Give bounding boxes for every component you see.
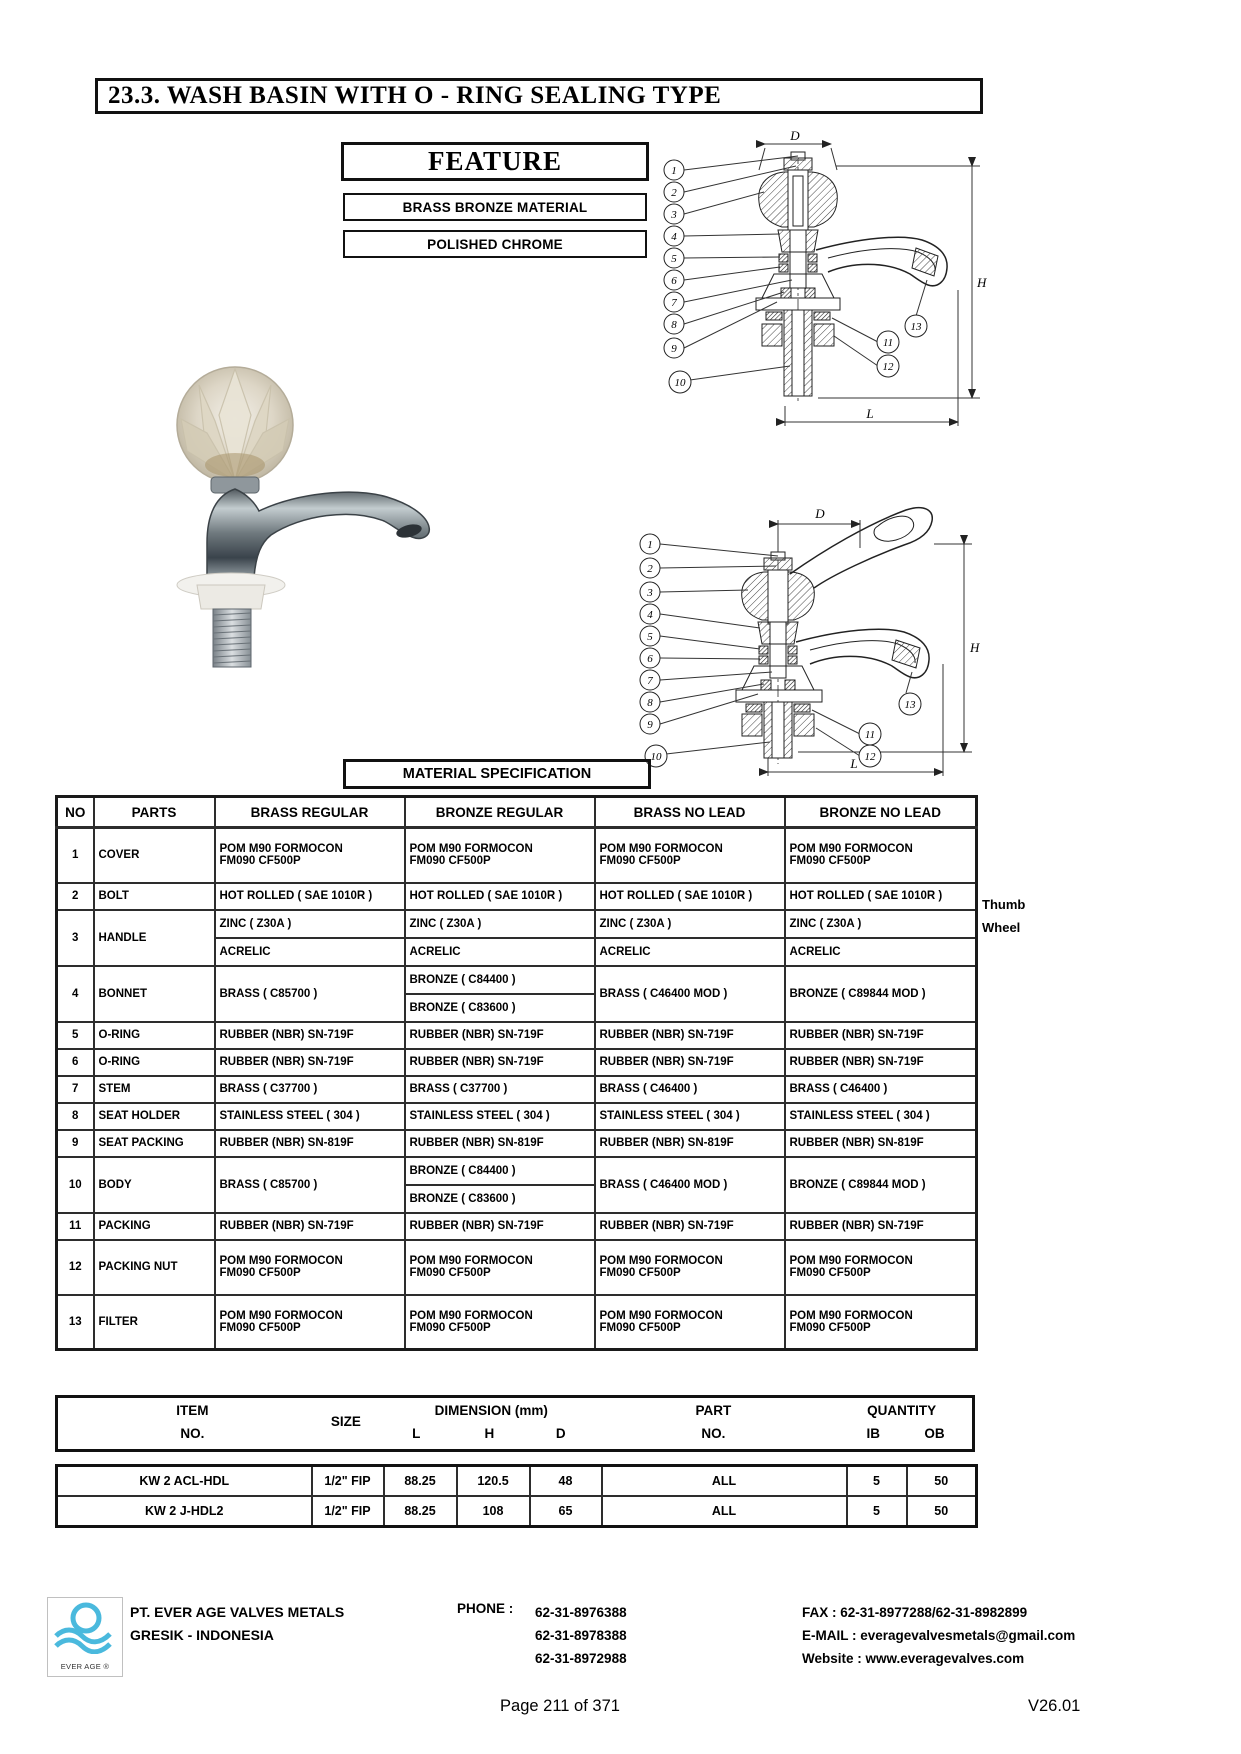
spec-cell-material: RUBBER (NBR) SN-719F <box>785 1022 977 1049</box>
spec-cell-material: POM M90 FORMOCON FM090 CF500P <box>405 1295 595 1350</box>
spec-cell-material: BRONZE ( C84400 ) BRONZE ( C83600 ) <box>405 1157 595 1213</box>
spec-cell-material: STAINLESS STEEL ( 304 ) <box>405 1103 595 1130</box>
callout-8: 8 <box>671 319 677 331</box>
dimension-row <box>57 1496 977 1527</box>
spec-cell-part: PACKING <box>94 1213 215 1240</box>
spec-cell-part: BOLT <box>94 883 215 910</box>
dimension-table-header <box>55 1395 975 1452</box>
page-title: 23.3. WASH BASIN WITH O - RING SEALING TYPE <box>95 78 983 114</box>
spec-cell-part: PACKING NUT <box>94 1240 215 1295</box>
spec-cell-material: STAINLESS STEEL ( 304 ) <box>785 1103 977 1130</box>
spec-cell-material: BRONZE ( C89844 MOD ) <box>785 1157 977 1213</box>
d-label: D <box>555 1426 566 1441</box>
spec-cell-material: BRASS ( C37700 ) <box>215 1076 405 1103</box>
spec-cell-material: RUBBER (NBR) SN-719F <box>595 1022 785 1049</box>
dimension-cell: 50 <box>907 1496 977 1527</box>
spec-cell-material: POM M90 FORMOCON FM090 CF500P <box>785 828 977 883</box>
phone-list <box>535 1601 627 1670</box>
spec-cell-part: HANDLE <box>94 910 215 966</box>
spec-row <box>57 828 977 883</box>
spec-cell-material: RUBBER (NBR) SN-719F <box>215 1022 405 1049</box>
part-no-label: NO. <box>701 1426 726 1441</box>
ib-label: IB <box>866 1426 881 1441</box>
spec-cell-no: 9 <box>57 1130 94 1157</box>
callout-13: 13 <box>910 321 922 333</box>
callout-8: 8 <box>647 697 653 709</box>
callout-2: 2 <box>671 187 677 199</box>
spec-cell-material: POM M90 FORMOCON FM090 CF500P <box>405 828 595 883</box>
spec-cell-part: BODY <box>94 1157 215 1213</box>
dimension-cell: ALL <box>602 1466 847 1497</box>
dimension-label: DIMENSION (mm) <box>434 1403 548 1418</box>
dimension-cell: 108 <box>457 1496 530 1527</box>
spec-cell-material: HOT ROLLED ( SAE 1010R ) <box>215 883 405 910</box>
phone-label: PHONE : <box>457 1601 514 1616</box>
company-logo <box>47 1597 123 1677</box>
spec-cell-material: STAINLESS STEEL ( 304 ) <box>215 1103 405 1130</box>
callout-3: 3 <box>671 209 677 221</box>
side-note-line2: Wheel <box>982 920 1021 935</box>
col-brass-no-lead: BRASS NO LEAD <box>595 797 785 828</box>
spec-cell-material: ZINC ( Z30A ) ACRELIC <box>785 910 977 966</box>
l-label: L <box>412 1426 421 1441</box>
col-brass-regular: BRASS REGULAR <box>215 797 405 828</box>
callout-4: 4 <box>671 231 677 243</box>
spec-cell-part: SEAT HOLDER <box>94 1103 215 1130</box>
size-label: SIZE <box>330 1414 361 1429</box>
spec-row <box>57 1240 977 1295</box>
col-bronze-no-lead: BRONZE NO LEAD <box>785 797 977 828</box>
spec-cell-no: 10 <box>57 1157 94 1213</box>
callout-3: 3 <box>647 587 653 599</box>
side-note-line1: Thumb <box>982 897 1026 912</box>
spec-cell-material: RUBBER (NBR) SN-719F <box>785 1049 977 1076</box>
spec-cell-material: STAINLESS STEEL ( 304 ) <box>595 1103 785 1130</box>
spec-cell-material: RUBBER (NBR) SN-719F <box>595 1049 785 1076</box>
spec-cell-material: BRASS ( C46400 ) <box>785 1076 977 1103</box>
spec-cell-no: 5 <box>57 1022 94 1049</box>
spec-cell-material: POM M90 FORMOCON FM090 CF500P <box>215 1295 405 1350</box>
callout-10: 10 <box>674 377 686 389</box>
dimension-cell: ALL <box>602 1496 847 1527</box>
callout-1: 1 <box>671 165 677 177</box>
spec-cell-material: ZINC ( Z30A ) ACRELIC <box>405 910 595 966</box>
ever-age-logo-icon <box>48 1598 120 1654</box>
spec-cell-material: HOT ROLLED ( SAE 1010R ) <box>785 883 977 910</box>
spec-row <box>57 883 977 910</box>
feature-heading: FEATURE <box>341 142 649 181</box>
ob-label: OB <box>924 1426 945 1441</box>
spec-cell-material: POM M90 FORMOCON FM090 CF500P <box>215 828 405 883</box>
spec-cell-part: SEAT PACKING <box>94 1130 215 1157</box>
spec-cell-material: HOT ROLLED ( SAE 1010R ) <box>595 883 785 910</box>
spec-cell-material: POM M90 FORMOCON FM090 CF500P <box>215 1240 405 1295</box>
callout-6: 6 <box>671 275 677 287</box>
spec-cell-material: RUBBER (NBR) SN-719F <box>405 1213 595 1240</box>
callout-7: 7 <box>671 297 677 309</box>
dim-label-d: D <box>790 130 800 143</box>
phone-2: 62-31-8978388 <box>535 1628 627 1643</box>
spec-row <box>57 1157 977 1213</box>
company-city: GRESIK - INDONESIA <box>130 1627 274 1643</box>
spec-cell-material: RUBBER (NBR) SN-719F <box>405 1049 595 1076</box>
phone-1: 62-31-8976388 <box>535 1605 627 1620</box>
dimension-cell: 88.25 <box>384 1496 457 1527</box>
spec-cell-no: 1 <box>57 828 94 883</box>
spec-cell-no: 7 <box>57 1076 94 1103</box>
spec-cell-material: POM M90 FORMOCON FM090 CF500P <box>595 1240 785 1295</box>
callout-5: 5 <box>647 631 653 643</box>
spec-cell-no: 6 <box>57 1049 94 1076</box>
logo-text: EVER AGE ® <box>60 1662 110 1671</box>
diagram-thumb-wheel <box>650 130 990 440</box>
callout-9: 9 <box>671 343 677 355</box>
callout-12: 12 <box>882 361 894 373</box>
callout-13: 13 <box>904 699 916 711</box>
spec-cell-material: RUBBER (NBR) SN-719F <box>785 1213 977 1240</box>
spec-row <box>57 1022 977 1049</box>
col-bronze-regular: BRONZE REGULAR <box>405 797 595 828</box>
spec-cell-material: RUBBER (NBR) SN-819F <box>595 1130 785 1157</box>
dimension-cell: 1/2" FIP <box>312 1496 384 1527</box>
spec-row <box>57 1076 977 1103</box>
spec-cell-no: 4 <box>57 966 94 1022</box>
callout-1: 1 <box>647 539 653 551</box>
spec-cell-no: 12 <box>57 1240 94 1295</box>
dimension-cell: KW 2 J-HDL2 <box>57 1496 312 1527</box>
spec-cell-part: COVER <box>94 828 215 883</box>
callout-11: 11 <box>864 729 876 741</box>
callout-4: 4 <box>647 609 653 621</box>
callout-10: 10 <box>650 751 662 763</box>
dimension-cell: 1/2" FIP <box>312 1466 384 1497</box>
email-line: E-MAIL : everagevalvesmetals@gmail.com <box>802 1628 1076 1643</box>
spec-cell-no: 2 <box>57 883 94 910</box>
dim-label-l: L <box>850 756 858 771</box>
dim-label-h: H <box>970 640 980 655</box>
item-no-label: NO. <box>180 1426 205 1441</box>
spec-cell-material: RUBBER (NBR) SN-819F <box>405 1130 595 1157</box>
callout-6: 6 <box>647 653 653 665</box>
material-spec-table <box>55 795 978 1351</box>
fax-line: FAX : 62-31-8977288/62-31-8982899 <box>802 1605 1028 1620</box>
diagram-lever-handle <box>628 452 993 782</box>
spec-cell-material: ZINC ( Z30A ) ACRELIC <box>215 910 405 966</box>
dim-label-l: L <box>866 406 874 421</box>
spec-cell-material: BRASS ( C46400 MOD ) <box>595 1157 785 1213</box>
spec-cell-material: BRASS ( C85700 ) <box>215 1157 405 1213</box>
feature-material: BRASS BRONZE MATERIAL <box>343 193 647 221</box>
callout-2: 2 <box>647 563 653 575</box>
callout-9: 9 <box>647 719 653 731</box>
spec-cell-material: RUBBER (NBR) SN-719F <box>215 1049 405 1076</box>
spec-cell-material: RUBBER (NBR) SN-719F <box>405 1022 595 1049</box>
part-label: PART <box>695 1403 732 1418</box>
col-no: NO <box>57 797 94 828</box>
dimension-cell: KW 2 ACL-HDL <box>57 1466 312 1497</box>
spec-row <box>57 1130 977 1157</box>
dim-label-h: H <box>977 275 987 290</box>
spec-cell-material: BRONZE ( C89844 MOD ) <box>785 966 977 1022</box>
dimension-row <box>57 1466 977 1497</box>
website-line: Website : www.everagevalves.com <box>802 1651 1025 1666</box>
spec-cell-material: BRASS ( C46400 MOD ) <box>595 966 785 1022</box>
company-name: PT. EVER AGE VALVES METALS <box>130 1604 345 1620</box>
contact-block <box>802 1601 1075 1670</box>
faucet-photo <box>135 345 475 675</box>
spec-row <box>57 1049 977 1076</box>
spec-cell-no: 13 <box>57 1295 94 1350</box>
item-label: ITEM <box>176 1403 209 1418</box>
spec-cell-material: RUBBER (NBR) SN-719F <box>215 1213 405 1240</box>
spec-cell-material: BRASS ( C37700 ) <box>405 1076 595 1103</box>
spec-cell-material: BRONZE ( C84400 ) BRONZE ( C83600 ) <box>405 966 595 1022</box>
spec-row <box>57 1295 977 1350</box>
dimension-cell: 50 <box>907 1466 977 1497</box>
spec-cell-material: POM M90 FORMOCON FM090 CF500P <box>785 1295 977 1350</box>
dimension-cell: 5 <box>847 1466 907 1497</box>
spec-cell-material: POM M90 FORMOCON FM090 CF500P <box>595 828 785 883</box>
spec-cell-material: POM M90 FORMOCON FM090 CF500P <box>785 1240 977 1295</box>
spec-cell-material: RUBBER (NBR) SN-819F <box>785 1130 977 1157</box>
dimension-cell: 120.5 <box>457 1466 530 1497</box>
spec-cell-material: RUBBER (NBR) SN-719F <box>595 1213 785 1240</box>
spec-cell-material: HOT ROLLED ( SAE 1010R ) <box>405 883 595 910</box>
callout-11: 11 <box>882 337 894 349</box>
spec-cell-material: POM M90 FORMOCON FM090 CF500P <box>405 1240 595 1295</box>
spec-cell-part: STEM <box>94 1076 215 1103</box>
spec-row <box>57 910 977 966</box>
quantity-label: QUANTITY <box>867 1403 937 1418</box>
h-label: H <box>484 1426 495 1441</box>
spec-row <box>57 1103 977 1130</box>
dimension-cell: 5 <box>847 1496 907 1527</box>
spec-cell-no: 11 <box>57 1213 94 1240</box>
dimension-cell: 88.25 <box>384 1466 457 1497</box>
spec-row <box>57 1213 977 1240</box>
spec-cell-material: BRASS ( C46400 ) <box>595 1076 785 1103</box>
feature-finish: POLISHED CHROME <box>343 230 647 258</box>
spec-cell-part: FILTER <box>94 1295 215 1350</box>
spec-cell-material: ZINC ( Z30A ) ACRELIC <box>595 910 785 966</box>
dimension-cell: 48 <box>530 1466 602 1497</box>
faucet-body <box>207 489 429 577</box>
version-label: V26.01 <box>1028 1697 1081 1715</box>
spec-cell-material: POM M90 FORMOCON FM090 CF500P <box>595 1295 785 1350</box>
callout-5: 5 <box>671 253 677 265</box>
callout-7: 7 <box>647 675 653 687</box>
spec-cell-material: BRASS ( C85700 ) <box>215 966 405 1022</box>
spec-cell-part: O-RING <box>94 1022 215 1049</box>
spec-row <box>57 966 977 1022</box>
col-parts: PARTS <box>94 797 215 828</box>
spec-cell-part: O-RING <box>94 1049 215 1076</box>
spec-header-row <box>57 797 977 828</box>
dimension-data-table <box>55 1464 978 1528</box>
dimension-cell: 65 <box>530 1496 602 1527</box>
phone-3: 62-31-8972988 <box>535 1651 627 1666</box>
dim-label-d: D <box>815 506 825 521</box>
callout-12: 12 <box>864 751 876 763</box>
handle-side-note <box>982 893 1025 939</box>
material-spec-heading: MATERIAL SPECIFICATION <box>343 759 651 789</box>
spec-cell-no: 8 <box>57 1103 94 1130</box>
spec-cell-no: 3 <box>57 910 94 966</box>
page-number: Page 211 of 371 <box>500 1697 620 1715</box>
spec-cell-material: RUBBER (NBR) SN-819F <box>215 1130 405 1157</box>
spec-cell-part: BONNET <box>94 966 215 1022</box>
company-block <box>130 1601 344 1647</box>
